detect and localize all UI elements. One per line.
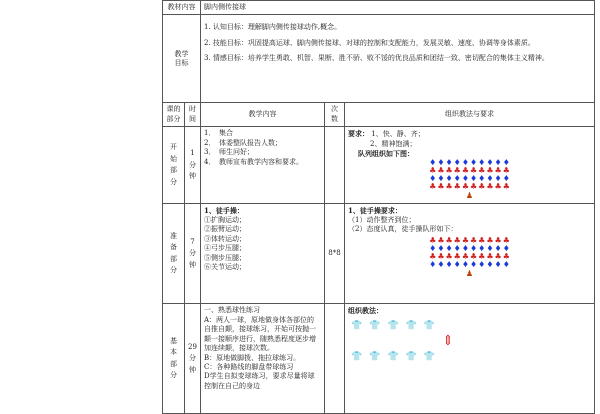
warmup-part: 准 备 部 分 bbox=[163, 204, 185, 304]
basic-part: 基 本 部 分 bbox=[163, 304, 185, 414]
col-part: 课的部分 bbox=[163, 103, 185, 127]
warmup-org: 1、徒手操要求： （1）动作整齐到位； （2）态度认真，徒手操队形如下： ♣ ♣ ♣ ♣ ♣ ♣ ♣ ♣ ♣ ♣ ♦ ♦ ♦ ♦ ♦ ♦ ♦ ♦ ♦ ♦ ♣ ♣ ♣ ♣ ♣ ♣ ♣ ♣ ♣ ♣ ♦ ♦ ♦ ♦ ♦ ♦ ♦ ♦ ♦ ♦ ♟ bbox=[345, 204, 595, 304]
basic-org: 组织教法： 👕 👕 👕 👕 👕 👕 👕 👕 👕 👕 ⇕ bbox=[345, 304, 595, 414]
start-part: 开 始 部 分 bbox=[163, 127, 185, 204]
start-org: 要求： 1、快、静、齐； 2、精神饱满； 队列组织如下图： ♦ ♦ ♦ ♦ ♦ ♦ ♦ ♦ ♦ ♦ ♣ ♣ ♣ ♣ ♣ ♣ ♣ ♣ ♣ ♣ ♦ ♦ ♦ ♦ ♦ ♦ ♦ ♦ ♦ ♦ ♣ ♣ ♣ ♣ ♣ ♣ ♣ ♣ ♣ ♣ ♟ bbox=[345, 127, 595, 204]
basic-formation: 👕 👕 👕 👕 👕 👕 👕 👕 👕 👕 ⇕ bbox=[351, 320, 454, 362]
col-org: 组织教法与要求 bbox=[345, 103, 595, 127]
goals-content bbox=[201, 15, 595, 103]
start-count bbox=[325, 127, 345, 204]
header-topic: 脚内侧传接球 bbox=[201, 1, 595, 15]
col-content: 教学内容 bbox=[201, 103, 325, 127]
start-time: 1 分 钟 bbox=[185, 127, 201, 204]
col-time: 时间 bbox=[185, 103, 201, 127]
goal-cognitive: 1. 认知目标：理解脚内侧传接球动作,概念。 bbox=[204, 23, 342, 32]
goal-skill: 2. 技能目标：巩固提高运球、脚内侧传接球、对球的控制和支配能力，发展灵敏、速度、协调等身体素质。 bbox=[204, 38, 535, 47]
warmup-count: 8*8 bbox=[325, 204, 345, 304]
lesson-plan-table bbox=[162, 0, 595, 414]
warmup-content: 1、徒手操： ①扩胸运动； ②振臂运动； ③体转运动； ④弓步压腿； ⑤侧步压腿； ⑥关节运动； bbox=[201, 204, 325, 304]
start-content: 1． 集合 2． 体委整队报告人数； 3． 师生问好； 4． 教师宣布教学内容和要求。 bbox=[201, 127, 325, 204]
basic-count bbox=[325, 304, 345, 414]
col-count: 次数 bbox=[325, 103, 345, 127]
header-label: 教材内容 bbox=[163, 1, 201, 15]
basic-time: 29 分 钟 bbox=[185, 304, 201, 414]
teacher-icon-2: ♟ bbox=[465, 268, 474, 278]
pass-arrow-icon: ⇕ bbox=[442, 333, 454, 350]
goal-affective: 3. 情感目标：培养学生勇敢、机智、果断、胜不骄、败不馁的优良品质和团结一致、密切配合的集体主义精神。 bbox=[204, 54, 549, 63]
start-formation: ♦ ♦ ♦ ♦ ♦ ♦ ♦ ♦ ♦ ♦ ♣ ♣ ♣ ♣ ♣ ♣ ♣ ♣ ♣ ♣ ♦ ♦ ♦ ♦ ♦ ♦ ♦ ♦ ♦ ♦ ♣ ♣ ♣ ♣ ♣ ♣ ♣ ♣ ♣ ♣ ♟ bbox=[348, 159, 591, 202]
warmup-time: 7 分 钟 bbox=[185, 204, 201, 304]
basic-content: 一、熟悉球性练习 A：两人一球，原地做身体各部位的自推自颠，接球练习，开始可按抛一颠一接顺序进行，随熟悉程度逐步增加连续颠，接球次数。 B：原地做脚拨、拖拉球练习。 C：各种路线的脚盘带球练习 D学生自拟变球练习，要求尽量将球控制在自己的身边 bbox=[201, 304, 325, 414]
warmup-formation: ♣ ♣ ♣ ♣ ♣ ♣ ♣ ♣ ♣ ♣ ♦ ♦ ♦ ♦ ♦ ♦ ♦ ♦ ♦ ♦ ♣ ♣ ♣ ♣ ♣ ♣ ♣ ♣ ♣ ♣ ♦ ♦ ♦ ♦ ♦ ♦ ♦ ♦ ♦ ♦ ♟ bbox=[348, 237, 591, 280]
teacher-icon: ♟ bbox=[465, 190, 474, 200]
goals-label: 教学 目标 bbox=[163, 15, 201, 103]
